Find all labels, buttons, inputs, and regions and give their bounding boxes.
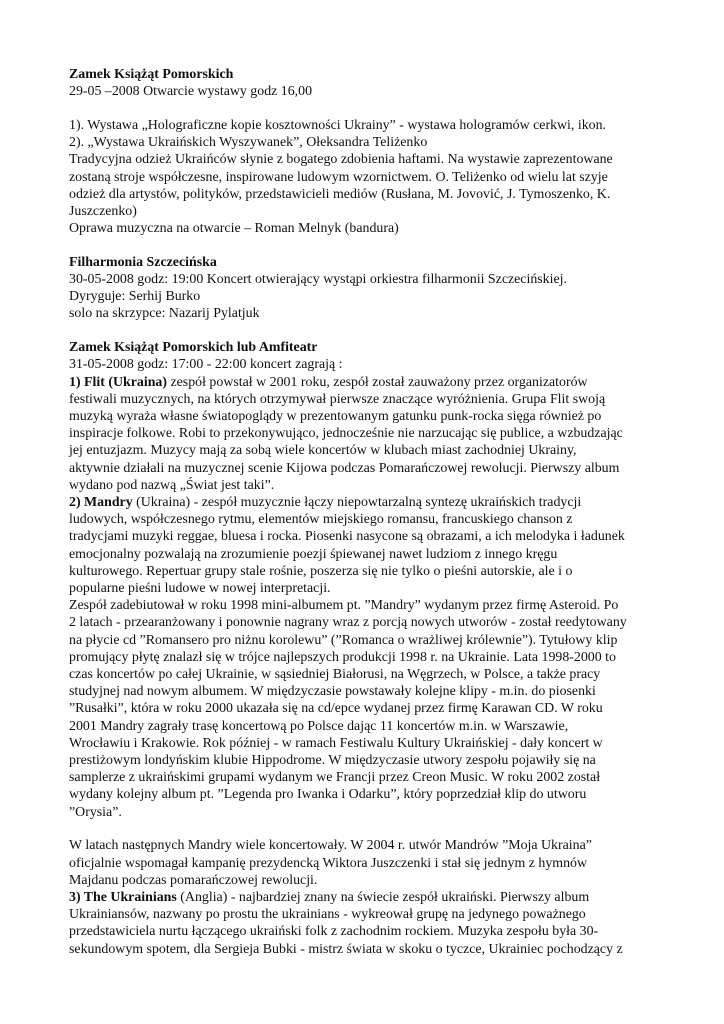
paragraph-line: W latach następnych Mandry wiele koncertowały. W 2004 r. utwór Mandrów ”Moja Ukraina” bbox=[69, 838, 592, 854]
band-text: (Ukraina) - zespół muzycznie łączy niepowtarzalną syntezę ukraińskich tradycji bbox=[132, 494, 582, 510]
paragraph-line: inspiracje folkowe. Robi to przekonywująco, jednocześnie nie narzucając się publice, a wzbudzając bbox=[69, 426, 623, 442]
paragraph-line: Ukrainiansów, nazwany po prostu the ukrainians - wykreował grupę na jedynego poważnego bbox=[69, 907, 586, 923]
band-name: 3) The Ukrainians bbox=[69, 889, 177, 905]
band-text: (Anglia) - najbardziej znany na świecie zespół ukraiński. Pierwszy album bbox=[176, 889, 590, 905]
paragraph-line: 2001 Mandry zagrały trasę koncertową po Polsce dając 11 koncertów m.in. w Warszawie, bbox=[69, 718, 569, 734]
exhibition-item: 1). Wystawa „Holograficzne kopie kosztowności Ukrainy” - wystawa hologramów cerkwi, ikon. bbox=[69, 117, 607, 133]
paragraph-line: Dyryguje: Serhij Burko bbox=[69, 289, 201, 305]
section-castle-exhibition bbox=[69, 66, 659, 100]
band-name: 2) Mandry bbox=[69, 494, 133, 510]
paragraph-line: solo na skrzypce: Nazarij Pylatjuk bbox=[69, 306, 260, 322]
paragraph-line: oficjalnie wspomagał kampanię prezydencką Wiktora Juszczenki i stał się jednym z hymnów bbox=[69, 855, 587, 871]
band-mandry-first-line bbox=[69, 494, 659, 511]
paragraph-line: ”Orysia”. bbox=[69, 804, 122, 820]
paragraph-line: przedstawiciela nurtu łączącego ukraiński folk z zachodnim rockiem. Muzyka zespołu była 30- bbox=[69, 924, 599, 940]
paragraph-line: na płycie cd ”Romansero pro niżnu korolewu” (”Romanca o wrażliwej królewnie”). Tytułowy klip bbox=[69, 632, 618, 648]
paragraph-line: promujący płytę znalazł się w trójce najlepszych produkcji 1998 r. na Ukrainie. Lata 1998-2000 to bbox=[69, 649, 616, 665]
paragraph-line: ”Rusałki”, która w roku 2000 ukazała się na cd/epce wydanej przez firmę Karawan CD. W roku bbox=[69, 701, 603, 717]
section-heading: Filharmonia Szczecińska bbox=[69, 254, 217, 270]
section-concert bbox=[69, 339, 659, 821]
paragraph-line: Zespół zadebiutował w roku 1998 mini-albumem pt. ”Mandry” wydanym przez firmę Asteroid. Po bbox=[69, 598, 619, 614]
event-date: 31-05-2008 godz: 17:00 - 22:00 koncert zagrają : bbox=[69, 357, 343, 373]
band-flit-first-line bbox=[69, 374, 659, 391]
paragraph-line: wydano pod nazwą „Świat jest taki”. bbox=[69, 477, 275, 493]
band-name: 1) Flit (Ukraina) bbox=[69, 374, 167, 390]
paragraph-line: aktywnie działali na muzycznej scenie Kijowa podczas Pomarańczowej rewolucji. Pierwszy album bbox=[69, 460, 620, 476]
section-heading: Zamek Książąt Pomorskich lub Amfiteatr bbox=[69, 340, 318, 356]
section-heading: Zamek Książąt Pomorskich bbox=[69, 67, 234, 82]
paragraph-line: Tradycyjna odzież Ukraińców słynie z bogatego zdobienia haftami. Na wystawie zaprezentowane bbox=[69, 152, 613, 168]
paragraph-line: samplerze z ukraińskimi grupami wydanym we Francji przez Creon Music. W roku 2002 został bbox=[69, 770, 601, 786]
paragraph-line: Wrocławiu i Krakowie. Rok później - w ramach Festiwalu Kultury Ukraińskiej - dały koncert w bbox=[69, 735, 603, 751]
paragraph-line: jej entuzjazm. Muzycy mają za sobą wiele koncertów w klubach miast zachodniej Ukrainy, bbox=[69, 443, 577, 459]
document-page bbox=[69, 66, 659, 974]
event-date: 29-05 –2008 Otwarcie wystawy godz 16,00 bbox=[69, 84, 313, 100]
paragraph-line: 2 latach - przearanżowany i ponownie nagrany wraz z porcją nowych utworów - został reedytowany bbox=[69, 615, 627, 631]
paragraph-line: prestiżowym londyńskim klubie Hippodrome. W międzyczasie utwory zespołu pojawiły się na bbox=[69, 753, 596, 769]
paragraph-line: emocjonalny pozwalają na zrozumienie poezji śpiewanej nawet ludziom z innego kręgu bbox=[69, 546, 558, 562]
paragraph-line: muzyką wyraża własne światopoglądy w prezentowanym gatunku punk-rocka sięga również po bbox=[69, 408, 602, 424]
music-line: Oprawa muzyczna na otwarcie – Roman Melnyk (bandura) bbox=[69, 221, 399, 237]
paragraph-line: festiwali muzycznych, na których otrzymywał pierwsze znaczące wyróżnienia. Grupa Flit swoją bbox=[69, 391, 606, 407]
paragraph-line: Majdanu podczas pomarańczowej rewolucji. bbox=[69, 872, 318, 888]
paragraph-line: wydany kolejny album pt. ”Legenda pro Iwanka i Odarku”, który poprzedział klip do utworu bbox=[69, 787, 587, 803]
paragraph-line: tradycjami muzyki reggae, bluesa i rocka. Piosenki nasycone są obrazami, a ich melodyka i ładunek bbox=[69, 529, 625, 545]
band-ukrainians-first-line bbox=[69, 889, 659, 906]
section-exhibitions bbox=[69, 117, 659, 237]
exhibition-item: 2). „Wystawa Ukraińskich Wyszywanek”, Ołeksandra Teliżenko bbox=[69, 135, 428, 151]
band-text: zespół powstał w 2001 roku, zespół został zauważony przez organizatorów bbox=[167, 374, 588, 390]
paragraph-line: sekundowym spotem, dla Sergieja Bubki - mistrz świata w skoku o tyczce, Ukrainiec pochodzący z bbox=[69, 941, 623, 957]
paragraph-line: 30-05-2008 godz: 19:00 Koncert otwierający wystąpi orkiestra filharmonii Szczecińskiej. bbox=[69, 272, 567, 288]
paragraph-line: kulturowego. Repertuar grupy stale rośnie, poszerza się nie tylko o pieśni autorskie, ale i o bbox=[69, 563, 573, 579]
paragraph-line: studyjnej nad nowym albumem. W międzyczasie powstawały kolejne klipy - m.in. do piosenki bbox=[69, 684, 596, 700]
section-philharmonic bbox=[69, 254, 659, 323]
paragraph-line: odzież dla artystów, polityków, przedstawicieli mediów (Rusłana, M. Jovović, J. Tymoszenko, K. bbox=[69, 186, 611, 202]
paragraph-line: Juszczenko) bbox=[69, 203, 137, 219]
paragraph-line: czas koncertów po całej Ukrainie, w sąsiedniej Białorusi, na Węgrzech, w Polsce, a także pracy bbox=[69, 667, 601, 682]
paragraph-line: zostaną stroje współczesne, inspirowane ludowym wzornictwem. O. Teliżenko od wielu lat szyje bbox=[69, 169, 608, 185]
paragraph-line: ludowych, współczesnego rytmu, elementów miejskiego romansu, francuskiego chanson z bbox=[69, 512, 573, 528]
paragraph-line: popularne pieśni ludowe w nowej interpretacji. bbox=[69, 580, 331, 596]
section-later-years bbox=[69, 837, 659, 957]
